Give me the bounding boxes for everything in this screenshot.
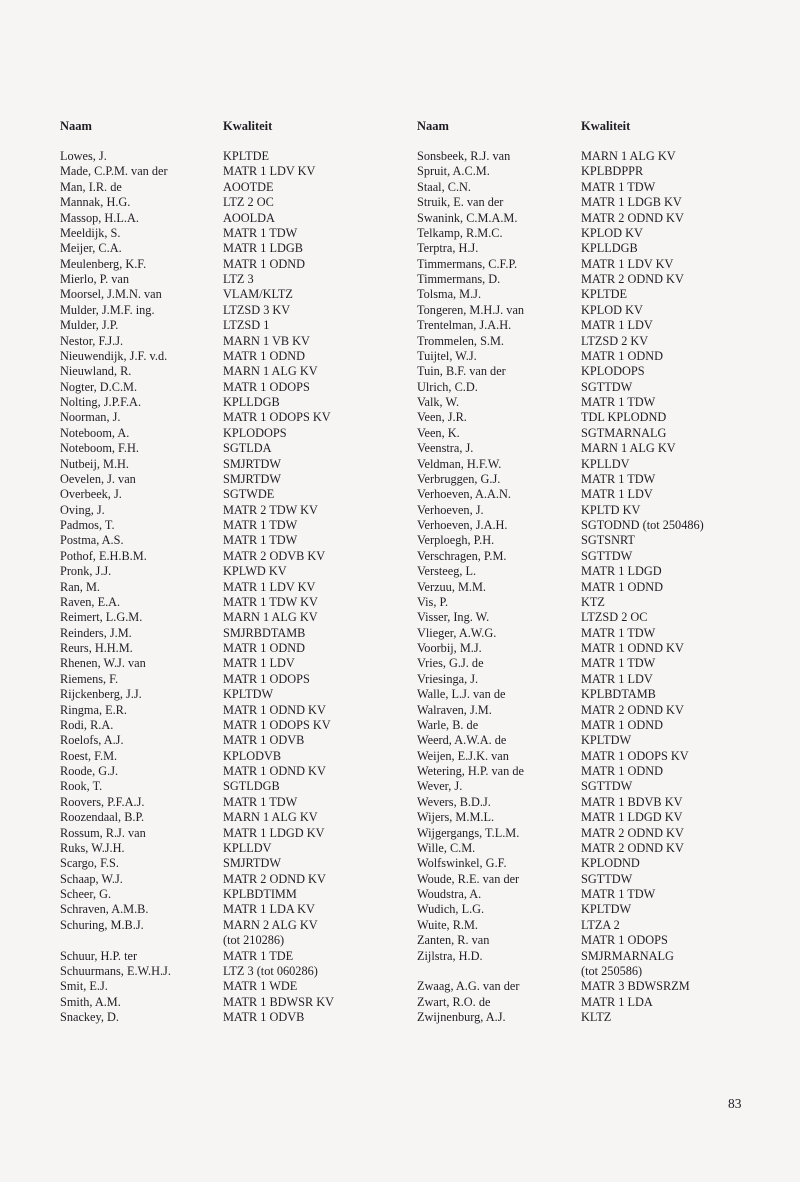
person-quality: MATR 2 ODND KV bbox=[581, 702, 684, 717]
person-quality: KLTZ bbox=[581, 1010, 612, 1024]
person-quality: MARN 1 ALG KV bbox=[223, 610, 318, 625]
person-name: Rossum, R.J. van bbox=[60, 825, 146, 840]
header-quality-right: Kwaliteit bbox=[581, 119, 631, 133]
person-quality: LTZSD 2 OC bbox=[581, 610, 648, 625]
person-name: Sonsbeek, R.J. van bbox=[417, 149, 511, 163]
header-name-left: Naam bbox=[60, 119, 92, 133]
person-quality: SGTTDW bbox=[581, 779, 633, 794]
person-quality: KPLODOPS bbox=[581, 364, 645, 379]
left-quality-column bbox=[223, 149, 334, 1025]
person-name: Zwaag, A.G. van der bbox=[417, 979, 520, 994]
person-quality: SMJRMARNALG bbox=[581, 948, 674, 963]
person-name: Smith, A.M. bbox=[60, 994, 121, 1009]
person-name: Rhenen, W.J. van bbox=[60, 656, 146, 671]
person-name: Roode, G.J. bbox=[60, 764, 119, 778]
person-quality: MATR 1 WDE bbox=[223, 979, 298, 994]
person-name: Staal, C.N. bbox=[417, 179, 471, 194]
person-quality: MATR 1 TDW bbox=[581, 625, 656, 640]
person-quality: SGTMARNALG bbox=[581, 425, 667, 440]
person-name: Postma, A.S. bbox=[60, 533, 124, 548]
person-quality: MATR 1 LDV KV bbox=[223, 164, 316, 179]
person-name: Overbeek, J. bbox=[60, 487, 122, 502]
person-name: Nieuwland, R. bbox=[60, 364, 132, 379]
person-quality: MATR 1 ODND KV bbox=[581, 641, 684, 655]
person-quality: MATR 1 TDW KV bbox=[223, 594, 318, 609]
person-name: Verhoeven, J. bbox=[417, 502, 484, 517]
person-name: Scheer, G. bbox=[60, 887, 112, 901]
person-quality: MARN 1 ALG KV bbox=[223, 810, 318, 825]
person-quality: MATR 3 BDWSRZM bbox=[581, 979, 690, 994]
person-name: Veenstra, J. bbox=[417, 441, 474, 456]
page-number: 83 bbox=[728, 1096, 742, 1111]
person-name: Schraven, A.M.B. bbox=[60, 902, 149, 917]
person-name: Wudich, L.G. bbox=[417, 902, 485, 917]
person-quality: MATR 1 LDV bbox=[223, 656, 295, 671]
person-name: Wijers, M.M.L. bbox=[417, 810, 495, 825]
person-name: Noteboom, F.H. bbox=[60, 441, 139, 456]
person-name: Roelofs, A.J. bbox=[60, 733, 124, 748]
person-name: Wille, C.M. bbox=[417, 840, 476, 855]
person-quality: KPLTDE bbox=[223, 149, 270, 163]
person-name: Ruks, W.J.H. bbox=[60, 840, 125, 855]
person-name: Walle, L.J. van de bbox=[417, 687, 506, 702]
person-name: Verploegh, P.H. bbox=[417, 533, 495, 548]
person-name: Wolfswinkel, G.F. bbox=[417, 856, 507, 871]
person-name: Man, I.R. de bbox=[60, 179, 122, 194]
person-quality: MATR 2 ODND KV bbox=[581, 840, 684, 855]
person-quality: AOOTDE bbox=[223, 179, 274, 194]
person-quality: MATR 2 ODND KV bbox=[223, 871, 326, 886]
person-name: Verschragen, P.M. bbox=[417, 548, 507, 563]
person-quality: MATR 1 TDW bbox=[581, 395, 656, 409]
person-name: Zwijnenburg, A.J. bbox=[417, 1010, 506, 1024]
person-quality: MATR 1 TDW bbox=[581, 179, 656, 194]
person-name: Lowes, J. bbox=[60, 149, 107, 163]
person-name: Valk, W. bbox=[417, 395, 460, 409]
person-name: Roest, F.M. bbox=[60, 748, 118, 763]
person-name: Warle, B. de bbox=[417, 717, 479, 732]
person-quality: MATR 1 LDGD bbox=[581, 564, 662, 579]
person-name: Zwart, R.O. de bbox=[417, 994, 491, 1009]
person-quality: KPLODND bbox=[581, 856, 640, 871]
person-quality: MATR 1 TDW bbox=[223, 533, 298, 548]
person-quality: MATR 1 ODND bbox=[581, 717, 663, 732]
person-name: Tongeren, M.H.J. van bbox=[417, 302, 525, 317]
person-name: Oving, J. bbox=[60, 502, 105, 517]
person-name: Rodi, R.A. bbox=[60, 717, 114, 732]
person-quality: MATR 2 ODND KV bbox=[581, 210, 684, 225]
person-quality: SGTTDW bbox=[581, 548, 633, 563]
person-quality: SGTLDGB bbox=[223, 779, 280, 794]
person-quality: MATR 1 ODVB bbox=[223, 733, 305, 748]
person-name: Swanink, C.M.A.M. bbox=[417, 210, 518, 225]
person-name: Vlieger, A.W.G. bbox=[417, 625, 497, 640]
person-quality: KPLLDGB bbox=[581, 241, 638, 256]
left-name-column bbox=[60, 149, 171, 1025]
person-name: Roovers, P.F.A.J. bbox=[60, 794, 145, 809]
person-name: Wevers, B.D.J. bbox=[417, 794, 491, 809]
person-name: Snackey, D. bbox=[60, 1010, 119, 1024]
person-name: Made, C.P.M. van der bbox=[60, 164, 168, 179]
person-name: Verbruggen, G.J. bbox=[417, 471, 501, 486]
person-quality: KPLTDW bbox=[581, 733, 632, 748]
person-name: Veen, K. bbox=[417, 425, 460, 440]
person-name: Scargo, F.S. bbox=[60, 856, 119, 871]
person-quality: SGTTDW bbox=[581, 379, 633, 394]
person-quality: LTZ 3 bbox=[223, 272, 254, 286]
person-name bbox=[60, 933, 171, 948]
person-name: Walraven, J.M. bbox=[417, 702, 492, 717]
person-quality: MATR 1 TDW bbox=[581, 887, 656, 901]
person-quality: MATR 2 ODND KV bbox=[581, 825, 684, 840]
person-name: Verhoeven, J.A.H. bbox=[417, 518, 508, 532]
header-quality-left: Kwaliteit bbox=[223, 119, 273, 133]
person-name: Noorman, J. bbox=[60, 410, 121, 425]
person-quality: MATR 1 TDE bbox=[223, 948, 294, 963]
person-name: Tolsma, M.J. bbox=[417, 287, 482, 302]
person-name: Vis, P. bbox=[417, 594, 449, 609]
person-name: Visser, Ing. W. bbox=[417, 610, 490, 625]
person-quality: MATR 1 LDGB bbox=[223, 241, 303, 256]
person-name: Struik, E. van der bbox=[417, 195, 504, 210]
person-quality: KPLLDGB bbox=[223, 395, 280, 409]
header-name-right: Naam bbox=[417, 119, 449, 133]
person-name: Meijer, C.A. bbox=[60, 241, 122, 256]
person-quality: KPLBDTAMB bbox=[581, 687, 656, 702]
person-quality: MATR 2 TDW KV bbox=[223, 502, 318, 517]
person-quality: AOOLDA bbox=[223, 210, 275, 225]
person-name: Mierlo, P. van bbox=[60, 272, 129, 286]
person-quality: MATR 1 LDV KV bbox=[223, 579, 316, 594]
person-quality: KPLLDV bbox=[581, 456, 630, 471]
person-quality: LTZSD 1 bbox=[223, 318, 270, 333]
person-quality: KPLLDV bbox=[223, 840, 272, 855]
person-quality: (tot 250586) bbox=[581, 963, 643, 978]
person-quality: MARN 1 VB KV bbox=[223, 333, 310, 348]
person-quality: MATR 1 LDGB KV bbox=[581, 195, 682, 210]
person-name: Woude, R.E. van der bbox=[417, 871, 520, 886]
person-name: Nestor, F.J.J. bbox=[60, 333, 124, 348]
person-quality: LTZSD 3 KV bbox=[223, 302, 291, 317]
person-quality: MATR 1 ODOPS KV bbox=[223, 717, 331, 732]
person-name: Vriesinga, J. bbox=[417, 671, 479, 686]
person-quality: MATR 1 ODND bbox=[581, 579, 663, 594]
person-name: Woudstra, A. bbox=[417, 887, 482, 901]
person-quality: KPLODVB bbox=[223, 748, 282, 763]
person-quality: SMJRTDW bbox=[223, 856, 282, 871]
person-name: Verhoeven, A.A.N. bbox=[417, 487, 511, 502]
person-quality: MATR 1 LDV bbox=[581, 318, 653, 333]
person-name: Meulenberg, K.F. bbox=[60, 256, 147, 271]
person-name: Wijgergangs, T.L.M. bbox=[417, 825, 520, 840]
person-name: Timmermans, D. bbox=[417, 272, 501, 286]
person-quality: MARN 1 ALG KV bbox=[223, 364, 318, 379]
person-name: Nolting, J.P.F.A. bbox=[60, 395, 142, 409]
person-quality: LTZ 3 (tot 060286) bbox=[223, 963, 318, 978]
person-name: Veldman, H.F.W. bbox=[417, 456, 502, 471]
person-name: Tuijtel, W.J. bbox=[417, 348, 477, 363]
person-quality: KPLBDTIMM bbox=[223, 887, 297, 901]
person-name: Ran, M. bbox=[60, 579, 100, 594]
person-name: Rook, T. bbox=[60, 779, 103, 794]
person-quality: MARN 1 ALG KV bbox=[581, 149, 676, 163]
person-quality: MATR 1 LDA KV bbox=[223, 902, 315, 917]
person-quality: MATR 1 TDW bbox=[223, 225, 298, 240]
person-quality: KPLODOPS bbox=[223, 425, 287, 440]
person-name: Wuite, R.M. bbox=[417, 917, 478, 932]
person-quality: MATR 1 TDW bbox=[581, 656, 656, 671]
person-quality: MATR 1 LDGD KV bbox=[581, 810, 683, 825]
person-quality: MATR 1 BDWSR KV bbox=[223, 994, 335, 1009]
person-quality: KPLTDW bbox=[223, 687, 274, 702]
person-quality: SMJRTDW bbox=[223, 456, 282, 471]
person-quality: MATR 1 TDW bbox=[581, 471, 656, 486]
person-name: Schuring, M.B.J. bbox=[60, 917, 144, 932]
person-name: Nogter, D.C.M. bbox=[60, 379, 138, 394]
person-name: Spruit, A.C.M. bbox=[417, 164, 490, 179]
person-quality: SGTSNRT bbox=[581, 533, 635, 548]
person-name: Terptra, H.J. bbox=[417, 241, 479, 256]
person-name: Reimert, L.G.M. bbox=[60, 610, 143, 625]
person-quality: MATR 1 ODND bbox=[581, 764, 663, 778]
person-quality: MATR 1 LDV bbox=[581, 487, 653, 502]
person-quality: MATR 1 ODOPS bbox=[581, 933, 668, 948]
person-name: Reurs, H.H.M. bbox=[60, 641, 133, 655]
person-name: Telkamp, R.M.C. bbox=[417, 225, 503, 240]
person-name: Oevelen, J. van bbox=[60, 471, 136, 486]
person-quality: MATR 1 BDVB KV bbox=[581, 794, 683, 809]
person-name: Ulrich, C.D. bbox=[417, 379, 478, 394]
person-quality: SGTODND (tot 250486) bbox=[581, 518, 704, 532]
person-quality: KPLTDW bbox=[581, 902, 632, 917]
person-name: Mulder, J.P. bbox=[60, 318, 119, 333]
person-name: Roozendaal, B.P. bbox=[60, 810, 145, 825]
person-quality: VLAM/KLTZ bbox=[223, 287, 293, 302]
person-quality: MATR 1 LDGD KV bbox=[223, 825, 325, 840]
person-name: Padmos, T. bbox=[60, 518, 115, 532]
person-quality: LTZ 2 OC bbox=[223, 195, 274, 210]
person-quality: MATR 2 ODND KV bbox=[581, 272, 684, 286]
person-name: Verzuu, M.M. bbox=[417, 579, 486, 594]
person-name: Zijlstra, H.D. bbox=[417, 948, 483, 963]
person-name: Weerd, A.W.A. de bbox=[417, 733, 507, 748]
person-quality: MATR 1 LDA bbox=[581, 994, 653, 1009]
person-name: Smit, E.J. bbox=[60, 979, 108, 994]
person-name: Zanten, R. van bbox=[417, 933, 490, 948]
person-name: Voorbij, M.J. bbox=[417, 641, 482, 655]
person-name: Weijen, E.J.K. van bbox=[417, 748, 509, 763]
person-quality: MARN 2 ALG KV bbox=[223, 917, 318, 932]
person-quality: MATR 1 ODND bbox=[581, 348, 663, 363]
person-name: Nieuwendijk, J.F. v.d. bbox=[60, 348, 168, 363]
person-quality: MATR 1 ODOPS KV bbox=[223, 410, 331, 425]
person-quality: KPLOD KV bbox=[581, 302, 643, 317]
person-quality: MATR 1 ODND bbox=[223, 641, 305, 655]
person-quality: SGTWDE bbox=[223, 487, 275, 502]
person-quality: MATR 1 LDV KV bbox=[581, 256, 674, 271]
person-quality: MATR 2 ODVB KV bbox=[223, 548, 326, 563]
person-quality: MATR 1 ODND KV bbox=[223, 764, 326, 778]
person-quality: MATR 1 LDV bbox=[581, 671, 653, 686]
person-quality: KTZ bbox=[581, 594, 605, 609]
person-name: Meeldijk, S. bbox=[60, 225, 121, 240]
person-quality: MATR 1 ODND bbox=[223, 256, 305, 271]
person-name: Wever, J. bbox=[417, 779, 463, 794]
person-quality: KPLTDE bbox=[581, 287, 628, 302]
person-quality: MARN 1 ALG KV bbox=[581, 441, 676, 456]
person-quality: MATR 1 ODND bbox=[223, 348, 305, 363]
person-quality: MATR 1 TDW bbox=[223, 794, 298, 809]
person-name: Schuur, H.P. ter bbox=[60, 948, 138, 963]
person-quality: TDL KPLODND bbox=[581, 410, 667, 425]
person-quality: MATR 1 ODOPS bbox=[223, 379, 310, 394]
person-name: Veen, J.R. bbox=[417, 410, 467, 425]
person-quality: MATR 1 TDW bbox=[223, 518, 298, 532]
person-quality: SGTLDA bbox=[223, 441, 272, 456]
right-name-column bbox=[417, 149, 524, 1025]
person-quality: KPLWD KV bbox=[223, 564, 287, 579]
person-quality: MATR 1 ODOPS KV bbox=[581, 748, 689, 763]
person-name: Timmermans, C.F.P. bbox=[417, 256, 518, 271]
person-name: Raven, E.A. bbox=[60, 594, 121, 609]
person-name bbox=[417, 964, 524, 979]
person-name: Pothof, E.H.B.M. bbox=[60, 548, 147, 563]
person-quality: SMJRTDW bbox=[223, 471, 282, 486]
person-name: Nutbeij, M.H. bbox=[60, 456, 129, 471]
person-name: Riemens, F. bbox=[60, 671, 119, 686]
person-name: Trommelen, S.M. bbox=[417, 333, 505, 348]
person-quality: LTZA 2 bbox=[581, 917, 620, 932]
person-name: Tuin, B.F. van der bbox=[417, 364, 506, 379]
person-name: Vries, G.J. de bbox=[417, 656, 484, 671]
person-quality: KPLOD KV bbox=[581, 225, 643, 240]
person-name: Rijckenberg, J.J. bbox=[60, 687, 142, 702]
person-name: Ringma, E.R. bbox=[60, 702, 127, 717]
person-quality: LTZSD 2 KV bbox=[581, 333, 649, 348]
person-quality: MATR 1 ODVB bbox=[223, 1010, 305, 1024]
person-name: Pronk, J.J. bbox=[60, 564, 112, 579]
person-quality: KPLTD KV bbox=[581, 502, 641, 517]
person-name: Schaap, W.J. bbox=[60, 871, 123, 886]
person-name: Schuurmans, E.W.H.J. bbox=[60, 963, 171, 978]
person-quality: MATR 1 ODND KV bbox=[223, 702, 326, 717]
person-quality: (tot 210286) bbox=[223, 933, 285, 948]
right-quality-column bbox=[581, 149, 704, 1025]
person-name: Mulder, J.M.F. ing. bbox=[60, 302, 155, 317]
person-quality: KPLBDPPR bbox=[581, 164, 644, 179]
person-name: Trentelman, J.A.H. bbox=[417, 318, 512, 333]
person-quality: SGTTDW bbox=[581, 871, 633, 886]
person-quality: SMJRBDTAMB bbox=[223, 625, 306, 640]
person-name: Reinders, J.M. bbox=[60, 625, 132, 640]
person-name: Noteboom, A. bbox=[60, 425, 130, 440]
person-name: Versteeg, L. bbox=[417, 564, 477, 579]
person-name: Mannak, H.G. bbox=[60, 195, 131, 210]
person-name: Massop, H.L.A. bbox=[60, 210, 139, 225]
person-name: Wetering, H.P. van de bbox=[417, 764, 524, 778]
person-name: Moorsel, J.M.N. van bbox=[60, 287, 162, 302]
person-quality: MATR 1 ODOPS bbox=[223, 671, 310, 686]
